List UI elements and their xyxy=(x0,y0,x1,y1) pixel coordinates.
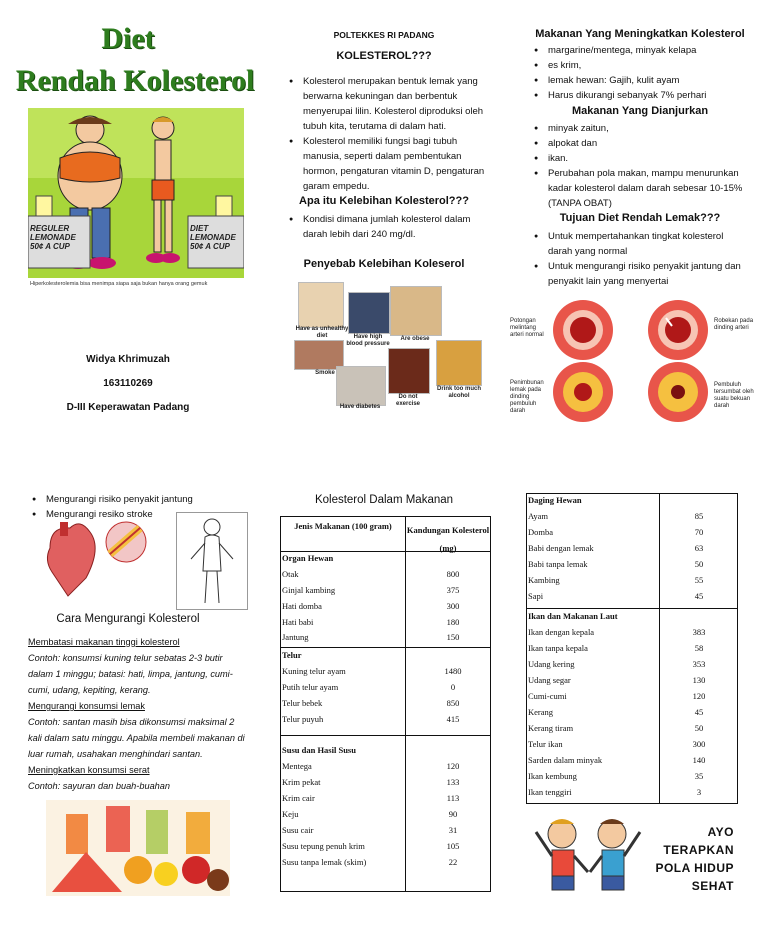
table2-group: Daging Hewan xyxy=(528,495,582,505)
table-row-food: Telur bebek xyxy=(282,698,323,708)
cause-label: Smoke xyxy=(315,370,335,376)
table1-group: Organ Hewan xyxy=(282,553,334,563)
table-row-food: Kerang xyxy=(528,707,554,717)
reduce-item-title: Mengurangi konsumsi lemak xyxy=(28,701,145,711)
table-row-food: Telur puyuh xyxy=(282,714,324,724)
table-row-food: Telur ikan xyxy=(528,739,563,749)
fruit-juice-photo xyxy=(46,800,230,896)
table-row-value: 300 xyxy=(446,601,460,611)
alcohol-photo xyxy=(436,340,482,386)
table-row-food: Susu tepung penuh krim xyxy=(282,841,365,851)
cause-label: Do not exercise xyxy=(395,394,421,407)
table-row-value: 58 xyxy=(694,643,704,653)
causes-collage xyxy=(290,278,490,413)
table-row-value: 133 xyxy=(446,777,460,787)
table1-group: Susu dan Hasil Susu xyxy=(282,745,356,755)
goal-list xyxy=(530,229,745,289)
table-row-value: 113 xyxy=(446,793,460,803)
table-row-value: 375 xyxy=(446,585,460,595)
list-item: ● Harus dikurangi sebanyak 7% perhari xyxy=(530,88,755,103)
author-name: Widya Khrimuzah xyxy=(86,354,170,365)
table-row-value: 353 xyxy=(692,659,706,669)
cholesterol-heading: KOLESTEROL??? xyxy=(336,50,432,62)
slogan-line: SEHAT xyxy=(691,879,734,893)
artery-diagram xyxy=(508,296,758,426)
excess-bullets xyxy=(285,212,490,242)
list-item: ● ikan. xyxy=(530,151,745,166)
table-row-food: Kuning telur ayam xyxy=(282,666,346,676)
table-row-food: Kerang tiram xyxy=(528,723,574,733)
table-row-value: 50 xyxy=(694,723,704,733)
table-row-value: 45 xyxy=(694,591,704,601)
no-exercise-photo xyxy=(388,348,430,394)
list-item: ● alpokat dan xyxy=(530,136,745,151)
table-row-value: 50 xyxy=(694,559,704,569)
reduce-item-title: Membatasi makanan tinggi kolesterol xyxy=(28,637,180,647)
artery-label: Potongan melintang arteri normal xyxy=(510,318,544,338)
cholesterol-bullets xyxy=(285,74,495,194)
table1-group: Telur xyxy=(282,650,302,660)
recommended-list xyxy=(530,121,745,211)
table-row-value: 150 xyxy=(446,632,460,642)
reduce-heading: Cara Mengurangi Kolesterol xyxy=(56,613,200,625)
causes-heading: Penyebab Kelebihan Koleserol xyxy=(303,258,465,270)
table-row-value: 3 xyxy=(696,787,702,797)
cause-label: Have high blood pressure xyxy=(346,334,390,347)
table-row-food: Udang kering xyxy=(528,659,575,669)
table-row-food: Udang segar xyxy=(528,675,571,685)
slogan-line: POLA HIDUP xyxy=(655,861,734,875)
table-row-value: 415 xyxy=(446,714,460,724)
excess-heading: Apa itu Kelebihan Kolesterol??? xyxy=(299,195,469,207)
foods-list xyxy=(530,43,755,103)
cause-label: Have as unhealthy diet xyxy=(295,326,349,339)
cover-title-line1: Diet xyxy=(101,22,155,55)
list-item: ● Kolesterol memiliki fungsi bagi tubuh manusia, seperti dalam pembentukan hormon, pengaturan vitamin D, pengaturan garam empedu. xyxy=(285,134,495,194)
table-row-value: 130 xyxy=(692,675,706,685)
table-row-value: 55 xyxy=(694,575,704,585)
table-row-food: Kambing xyxy=(528,575,560,585)
cover-caption: Hiperkolesterolemia bisa menimpa siapa saja bukan hanya orang gemuk xyxy=(30,281,208,287)
table-row-value: 120 xyxy=(692,691,706,701)
table-row-food: Ayam xyxy=(528,511,548,521)
table-row-value: 35 xyxy=(694,771,704,781)
blood-pressure-photo xyxy=(348,292,390,334)
table-row-value: 105 xyxy=(446,841,460,851)
table-row-value: 31 xyxy=(448,825,458,835)
diabetes-photo xyxy=(336,366,386,406)
table-row-value: 850 xyxy=(446,698,460,708)
list-item: ● Untuk mempertahankan tingkat kolesterol darah yang normal xyxy=(530,229,745,259)
person-illustration xyxy=(176,512,248,610)
list-item: ● margarine/mentega, minyak kelapa xyxy=(530,43,755,58)
slogan-line: AYO xyxy=(707,825,734,839)
table-row-food: Krim pekat xyxy=(282,777,321,787)
table-row-value: 383 xyxy=(692,627,706,637)
table-row-food: Hati babi xyxy=(282,617,314,627)
table-row-value: 85 xyxy=(694,511,704,521)
institution-name: POLTEKKES RI PADANG xyxy=(333,30,435,40)
table-row-food: Mentega xyxy=(282,761,312,771)
cover-illustration xyxy=(28,108,244,278)
table-row-food: Babi tanpa lemak xyxy=(528,559,588,569)
table-row-food: Hati domba xyxy=(282,601,322,611)
table1-heading: Kolesterol Dalam Makanan xyxy=(314,494,454,506)
goal-heading: Tujuan Diet Rendah Lemak??? xyxy=(559,212,721,224)
list-item: ● lemak hewan: Gajih, kulit ayam xyxy=(530,73,755,88)
obese-photo xyxy=(390,286,442,336)
cause-label: Have diabetes xyxy=(339,404,381,410)
table-row-food: Krim cair xyxy=(282,793,315,803)
table-row-food: Otak xyxy=(282,569,299,579)
table-row-food: Jantung xyxy=(282,632,309,642)
table-row-food: Ikan tenggiri xyxy=(528,787,572,797)
table-row-value: 90 xyxy=(448,809,458,819)
cover-title-line2: Rendah Kolesterol xyxy=(15,64,255,97)
recommended-heading: Makanan Yang Dianjurkan xyxy=(571,105,709,117)
table-row-food: Sarden dalam minyak xyxy=(528,755,603,765)
list-item: ● Mengurangi resiko stroke xyxy=(28,507,248,522)
lemonade-right-sign: DIET LEMONADE 50¢ A CUP xyxy=(190,224,236,251)
table-row-food: Putih telur ayam xyxy=(282,682,339,692)
table-row-value: 180 xyxy=(446,617,460,627)
table-row-value: 22 xyxy=(448,857,458,867)
slogan-line: TERAPKAN xyxy=(663,843,734,857)
table-row-food: Keju xyxy=(282,809,299,819)
slogan xyxy=(646,823,734,895)
list-item: ● Mengurangi risiko penyakit jantung xyxy=(28,492,248,507)
table-row-value: 1480 xyxy=(444,666,462,676)
table-row-food: Sapi xyxy=(528,591,544,601)
lemonade-left-sign: REGULER LEMONADE 50¢ A CUP xyxy=(30,224,76,251)
table-row-value: 300 xyxy=(692,739,706,749)
table-row-value: 63 xyxy=(694,543,704,553)
table2-group: Ikan dan Makanan Laut xyxy=(528,611,618,621)
heart-illustration xyxy=(40,518,152,600)
table-row-value: 45 xyxy=(694,707,704,717)
table-row-food: Ikan tanpa kepala xyxy=(528,643,588,653)
table-row-value: 0 xyxy=(450,682,456,692)
cause-label: Are obese xyxy=(400,336,430,342)
table-row-value: 800 xyxy=(446,569,460,579)
artery-label: Robekan pada dinding arteri xyxy=(714,318,754,331)
artery-label: Penimbunan lemak pada dinding pembuluh darah xyxy=(510,380,544,414)
table-row-food: Susu tanpa lemak (skim) xyxy=(282,857,367,867)
table-row-food: Domba xyxy=(528,527,554,537)
table1-col1-header: Jenis Makanan (100 gram) xyxy=(294,521,392,531)
list-item: ● Kondisi dimana jumlah kolesterol dalam darah lebih dari 240 mg/dl. xyxy=(285,212,490,242)
list-item: ● es krim, xyxy=(530,58,755,73)
reduce-item-title: Meningkatkan konsumsi serat xyxy=(28,765,150,775)
list-item: ● Perubahan pola makan, mampu menurunkan kadar kolesterol dalam darah sebesar 10-15% (TANPA OBAT) xyxy=(530,166,745,211)
table-row-food: Babi dengan lemak xyxy=(528,543,594,553)
table-row-food: Ginjal kambing xyxy=(282,585,336,595)
author-program: D-III Keperawatan Padang xyxy=(66,402,190,413)
table-row-food: Ikan kembung xyxy=(528,771,577,781)
list-item: ● Kolesterol merupakan bentuk lemak yang berwarna kekuningan dan berbentuk menyerupai lilin. Kolesterol diproduksi oleh tubuh kita, terutama di dalam hati. xyxy=(285,74,495,134)
table-row-value: 70 xyxy=(694,527,704,537)
exercise-illustration xyxy=(528,812,646,896)
reduce-items xyxy=(28,634,250,794)
artery-label: Pembuluh tersumbat oleh suatu bekuan darah xyxy=(714,382,754,409)
author-id: 163110269 xyxy=(103,378,153,389)
reduce-item-text: Contoh: santan masih bisa dikonsumsi maksimal 2 kali dalam satu minggu. Apabila membeli makanan di luar rumah, usahakan menghindari santan. xyxy=(28,717,245,759)
reduce-item-text: Contoh: konsumsi kuning telur sebatas 2-3 butir dalam 1 minggu; batasi: hati, limpa, jantung, cumi-cumi, udang, kepiting, kerang. xyxy=(28,653,233,695)
reduce-item-text: Contoh: sayuran dan buah-buahan xyxy=(28,781,171,791)
foods-heading: Makanan Yang Meningkatkan Kolesterol xyxy=(535,28,745,40)
cause-label: Drink too much alcohol xyxy=(436,386,481,399)
table-row-value: 120 xyxy=(446,761,460,771)
table-row-value: 140 xyxy=(692,755,706,765)
unhealthy-diet-photo xyxy=(298,282,344,328)
table-row-food: Cumi-cumi xyxy=(528,691,567,701)
list-item: ● Untuk mengurangi risiko penyakit jantung dan penyakit lain yang menyertai xyxy=(530,259,745,289)
table1-col2-header: Kandungan Kolesterol (mg) xyxy=(406,525,490,553)
table-row-food: Susu cair xyxy=(282,825,314,835)
table-row-food: Ikan dengan kepala xyxy=(528,627,595,637)
list-item: ● minyak zaitun, xyxy=(530,121,745,136)
